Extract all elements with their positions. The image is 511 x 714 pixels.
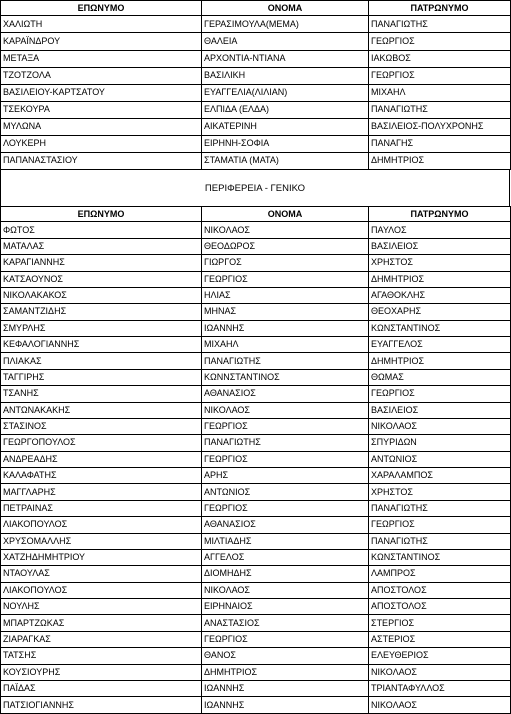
section-title: ΠΕΡΙΦΕΡΕΙΑ - ΓΕΝΙΚΟ — [0, 170, 510, 206]
father-name-cell: ΠΑΝΑΓΙΩΤΗΣ — [369, 16, 511, 33]
father-name-cell: ΝΙΚΟΛΑΟΣ — [369, 664, 511, 680]
header-father-name: ΠΑΤΡΩΝΥΜΟ — [369, 207, 511, 222]
father-name-cell: ΓΕΩΡΓΙΟΣ — [369, 67, 511, 84]
father-name-cell: ΒΑΣΙΛΕΙΟΣ — [369, 238, 511, 254]
father-name-cell: ΕΛΕΥΘΕΡΙΟΣ — [369, 648, 511, 664]
table-row — [1, 500, 511, 516]
father-name-cell: ΑΝΤΩΝΙΟΣ — [369, 451, 511, 467]
father-name-cell: ΔΗΜΗΤΡΙΟΣ — [369, 271, 511, 287]
table-row — [1, 599, 511, 615]
table-row — [1, 549, 511, 565]
table-row — [1, 271, 511, 287]
surname-cell: ΚΑΡΑΪΝΔΡΟΥ — [1, 33, 202, 50]
surname-cell: ΒΑΣΙΛΕΙΟΥ-ΚΑΡΤΣΑΤΟΥ — [1, 84, 202, 101]
father-name-cell: ΓΕΩΡΓΙΟΣ — [369, 386, 511, 402]
surname-cell: ΧΡΥΣΟΜΑΛΛΗΣ — [1, 533, 202, 549]
father-name-cell: ΘΕΟΧΑΡΗΣ — [369, 304, 511, 320]
surname-cell: ΝΤΑΟΥΛΑΣ — [1, 566, 202, 582]
first-name-cell: ΙΩΑΝΝΗΣ — [202, 697, 369, 714]
first-name-cell: ΑΝΑΣΤΑΣΙΟΣ — [202, 615, 369, 631]
first-name-cell: ΚΩΝΝΣΤΑΝΤΙΝΟΣ — [202, 369, 369, 385]
surname-cell: ΤΖΟΤΖΟΛΑ — [1, 67, 202, 84]
first-name-cell: ΝΙΚΟΛΑΟΣ — [202, 402, 369, 418]
surname-cell: ΧΑΤΖΗΔΗΜΗΤΡΙΟΥ — [1, 549, 202, 565]
first-name-cell: ΔΙΟΜΗΔΗΣ — [202, 566, 369, 582]
father-name-cell: ΚΩΝΣΤΑΝΤΙΝΟΣ — [369, 320, 511, 336]
table-row — [1, 517, 511, 533]
names-table-2 — [0, 206, 511, 714]
first-name-cell: ΙΩΑΝΝΗΣ — [202, 680, 369, 696]
table-row — [1, 615, 511, 631]
surname-cell: ΠΑΪΔΑΣ — [1, 680, 202, 696]
surname-cell: ΣΜΥΡΛΗΣ — [1, 320, 202, 336]
father-name-cell: ΤΡΙΑΝΤΑΦΥΛΛΟΣ — [369, 680, 511, 696]
table-row — [1, 533, 511, 549]
father-name-cell: ΓΕΩΡΓΙΟΣ — [369, 517, 511, 533]
first-name-cell: ΔΗΜΗΤΡΙΟΣ — [202, 664, 369, 680]
father-name-cell: ΘΩΜΑΣ — [369, 369, 511, 385]
surname-cell: ΛΙΑΚΟΠΟΥΛΟΣ — [1, 517, 202, 533]
first-name-cell: ΕΙΡΗΝΑΙΟΣ — [202, 599, 369, 615]
father-name-cell: ΔΗΜΗΤΡΙΟΣ — [369, 353, 511, 369]
surname-cell: ΦΩΤΟΣ — [1, 222, 202, 238]
first-name-cell: ΑΘΑΝΑΣΙΟΣ — [202, 517, 369, 533]
father-name-cell: ΝΙΚΟΛΑΟΣ — [369, 697, 511, 714]
first-name-cell: ΠΑΝΑΓΙΩΤΗΣ — [202, 435, 369, 451]
father-name-cell: ΠΑΝΑΓΙΩΤΗΣ — [369, 533, 511, 549]
surname-cell: ΚΟΥΣΙΟΥΡΗΣ — [1, 664, 202, 680]
table-row — [1, 238, 511, 254]
first-name-cell: ΜΗΝΑΣ — [202, 304, 369, 320]
table-row — [1, 50, 511, 67]
first-name-cell: ΑΘΑΝΑΣΙΟΣ — [202, 386, 369, 402]
father-name-cell: ΒΑΣΙΛΕΙΟΣ — [369, 402, 511, 418]
surname-cell: ΧΑΛΙΩΤΗ — [1, 16, 202, 33]
surname-cell: ΜΥΛΩΝΑ — [1, 118, 202, 135]
first-name-cell: ΓΕΡΑΣΙΜΟΥΛΑ(ΜΕΜΑ) — [202, 16, 369, 33]
first-name-cell: ΣΤΑΜΑΤΙΑ (ΜΑΤΑ) — [202, 152, 369, 169]
first-name-cell: ΑΙΚΑΤΕΡΙΝΗ — [202, 118, 369, 135]
surname-cell: ΖΙΑΡΑΓΚΑΣ — [1, 631, 202, 647]
table-row — [1, 631, 511, 647]
father-name-cell: ΑΓΑΘΟΚΛΗΣ — [369, 287, 511, 303]
surname-cell: ΑΝΔΡΕΑΔΗΣ — [1, 451, 202, 467]
surname-cell: ΠΕΤΡΑΙΝΑΣ — [1, 500, 202, 516]
table-row — [1, 402, 511, 418]
surname-cell: ΜΑΓΓΛΑΡΗΣ — [1, 484, 202, 500]
first-name-cell: ΓΕΩΡΓΙΟΣ — [202, 271, 369, 287]
first-name-cell: ΓΕΩΡΓΙΟΣ — [202, 500, 369, 516]
father-name-cell: ΔΗΜΗΤΡΙΟΣ — [369, 152, 511, 169]
first-name-cell: ΑΝΤΩΝΙΟΣ — [202, 484, 369, 500]
first-name-cell: ΜΙΧΑΗΛ — [202, 337, 369, 353]
father-name-cell: ΑΠΟΣΤΟΛΟΣ — [369, 599, 511, 615]
first-name-cell: ΑΡΧΟΝΤΙΑ-ΝΤΙΑΝΑ — [202, 50, 369, 67]
first-name-cell: ΜΙΛΤΙΑΔΗΣ — [202, 533, 369, 549]
surname-cell: ΜΠΑΡΤΖΩΚΑΣ — [1, 615, 202, 631]
first-name-cell: ΕΥΑΓΓΕΛΙΑ(ΛΙΛΙΑΝ) — [202, 84, 369, 101]
father-name-cell: ΚΩΝΣΤΑΝΤΙΝΟΣ — [369, 549, 511, 565]
surname-cell: ΤΣΕΚΟΥΡΑ — [1, 101, 202, 118]
father-name-cell: ΝΙΚΟΛΑΟΣ — [369, 418, 511, 434]
first-name-cell: ΝΙΚΟΛΑΟΣ — [202, 222, 369, 238]
father-name-cell: ΛΑΜΠΡΟΣ — [369, 566, 511, 582]
table-row — [1, 16, 511, 33]
first-name-cell: ΓΕΩΡΓΙΟΣ — [202, 418, 369, 434]
names-table-1 — [0, 0, 511, 170]
surname-cell: ΠΑΤΣΙΟΓΙΑΝΝΗΣ — [1, 697, 202, 714]
father-name-cell: ΑΣΤΕΡΙΟΣ — [369, 631, 511, 647]
father-name-cell: ΠΑΝΑΓΙΩΤΗΣ — [369, 500, 511, 516]
surname-cell: ΜΕΤΑΞΑ — [1, 50, 202, 67]
table-row — [1, 222, 511, 238]
father-name-cell: ΠΑΥΛΟΣ — [369, 222, 511, 238]
first-name-cell: ΒΑΣΙΛΙΚΗ — [202, 67, 369, 84]
table-row — [1, 33, 511, 50]
table-2-body — [1, 222, 511, 714]
table-row — [1, 255, 511, 271]
header-first-name: ΟΝΟΜΑ — [202, 207, 369, 222]
surname-cell: ΛΟΥΚΕΡΗ — [1, 135, 202, 152]
table-row — [1, 118, 511, 135]
surname-cell: ΠΑΠΑΝΑΣΤΑΣΙΟΥ — [1, 152, 202, 169]
first-name-cell: ΠΑΝΑΓΙΩΤΗΣ — [202, 353, 369, 369]
father-name-cell: ΠΑΝΑΓΗΣ — [369, 135, 511, 152]
table-row — [1, 369, 511, 385]
surname-cell: ΛΙΑΚΟΠΟΥΛΟΣ — [1, 582, 202, 598]
table-row — [1, 680, 511, 696]
first-name-cell: ΑΓΓΕΛΟΣ — [202, 549, 369, 565]
table-row — [1, 648, 511, 664]
table-row — [1, 304, 511, 320]
surname-cell: ΠΛΙΑΚΑΣ — [1, 353, 202, 369]
first-name-cell: ΘΑΝΟΣ — [202, 648, 369, 664]
table-row — [1, 67, 511, 84]
father-name-cell: ΒΑΣΙΛΕΙΟΣ-ΠΟΛΥΧΡΟΝΗΣ — [369, 118, 511, 135]
table-row — [1, 582, 511, 598]
surname-cell: ΓΕΩΡΓΟΠΟΥΛΟΣ — [1, 435, 202, 451]
first-name-cell: ΓΕΩΡΓΙΟΣ — [202, 451, 369, 467]
father-name-cell: ΧΡΗΣΤΟΣ — [369, 484, 511, 500]
first-name-cell: ΗΛΙΑΣ — [202, 287, 369, 303]
table-row — [1, 451, 511, 467]
table-row — [1, 484, 511, 500]
surname-cell: ΤΑΤΣΗΣ — [1, 648, 202, 664]
father-name-cell: ΕΥΑΓΓΕΛΟΣ — [369, 337, 511, 353]
surname-cell: ΚΑΛΑΦΑΤΗΣ — [1, 468, 202, 484]
table-row — [1, 135, 511, 152]
father-name-cell: ΓΕΩΡΓΙΟΣ — [369, 33, 511, 50]
header-first-name: ΟΝΟΜΑ — [202, 1, 369, 16]
table-row — [1, 84, 511, 101]
surname-cell: ΣΤΑΣΙΝΟΣ — [1, 418, 202, 434]
surname-cell: ΤΣΑΝΗΣ — [1, 386, 202, 402]
table-row — [1, 664, 511, 680]
table-row — [1, 468, 511, 484]
surname-cell: ΚΑΤΣΑΟΥΝΟΣ — [1, 271, 202, 287]
table-row — [1, 287, 511, 303]
header-surname: ΕΠΩΝΥΜΟ — [1, 1, 202, 16]
table-1-body — [1, 16, 511, 170]
father-name-cell: ΣΤΕΡΓΙΟΣ — [369, 615, 511, 631]
table-row — [1, 435, 511, 451]
surname-cell: ΤΑΓΓΙΡΗΣ — [1, 369, 202, 385]
header-father-name: ΠΑΤΡΩΝΥΜΟ — [369, 1, 511, 16]
first-name-cell: ΙΩΑΝΝΗΣ — [202, 320, 369, 336]
table-row — [1, 152, 511, 169]
father-name-cell: ΑΠΟΣΤΟΛΟΣ — [369, 582, 511, 598]
surname-cell: ΝΟΥΛΗΣ — [1, 599, 202, 615]
father-name-cell: ΙΑΚΩΒΟΣ — [369, 50, 511, 67]
first-name-cell: ΕΙΡΗΝΗ-ΣΟΦΙΑ — [202, 135, 369, 152]
first-name-cell: ΘΑΛΕΙΑ — [202, 33, 369, 50]
table-row — [1, 697, 511, 714]
first-name-cell: ΓΙΩΡΓΟΣ — [202, 255, 369, 271]
father-name-cell: ΠΑΝΑΓΙΩΤΗΣ — [369, 101, 511, 118]
father-name-cell: ΣΠΥΡΙΔΩΝ — [369, 435, 511, 451]
first-name-cell: ΕΛΠΙΔΑ (ΕΛΔΑ) — [202, 101, 369, 118]
header-surname: ΕΠΩΝΥΜΟ — [1, 207, 202, 222]
table-row — [1, 101, 511, 118]
table-row — [1, 320, 511, 336]
table-row — [1, 566, 511, 582]
table-row — [1, 418, 511, 434]
surname-cell: ΜΑΤΑΛΑΣ — [1, 238, 202, 254]
first-name-cell: ΓΕΩΡΓΙΟΣ — [202, 631, 369, 647]
father-name-cell: ΜΙΧΑΗΛ — [369, 84, 511, 101]
surname-cell: ΣΑΜΑΝΤΖΙΔΗΣ — [1, 304, 202, 320]
first-name-cell: ΝΙΚΟΛΑΟΣ — [202, 582, 369, 598]
table-row — [1, 386, 511, 402]
table-row — [1, 353, 511, 369]
header-row — [1, 1, 511, 16]
surname-cell: ΑΝΤΩΝΑΚΑΚΗΣ — [1, 402, 202, 418]
surname-cell: ΚΕΦΑΛΟΓΙΑΝΝΗΣ — [1, 337, 202, 353]
father-name-cell: ΧΡΗΣΤΟΣ — [369, 255, 511, 271]
first-name-cell: ΑΡΗΣ — [202, 468, 369, 484]
surname-cell: ΝΙΚΟΛΑΚΑΚΟΣ — [1, 287, 202, 303]
first-name-cell: ΘΕΟΔΩΡΟΣ — [202, 238, 369, 254]
table-row — [1, 337, 511, 353]
header-row — [1, 207, 511, 222]
father-name-cell: ΧΑΡΑΛΑΜΠΟΣ — [369, 468, 511, 484]
surname-cell: ΚΑΡΑΓΙΑΝΝΗΣ — [1, 255, 202, 271]
